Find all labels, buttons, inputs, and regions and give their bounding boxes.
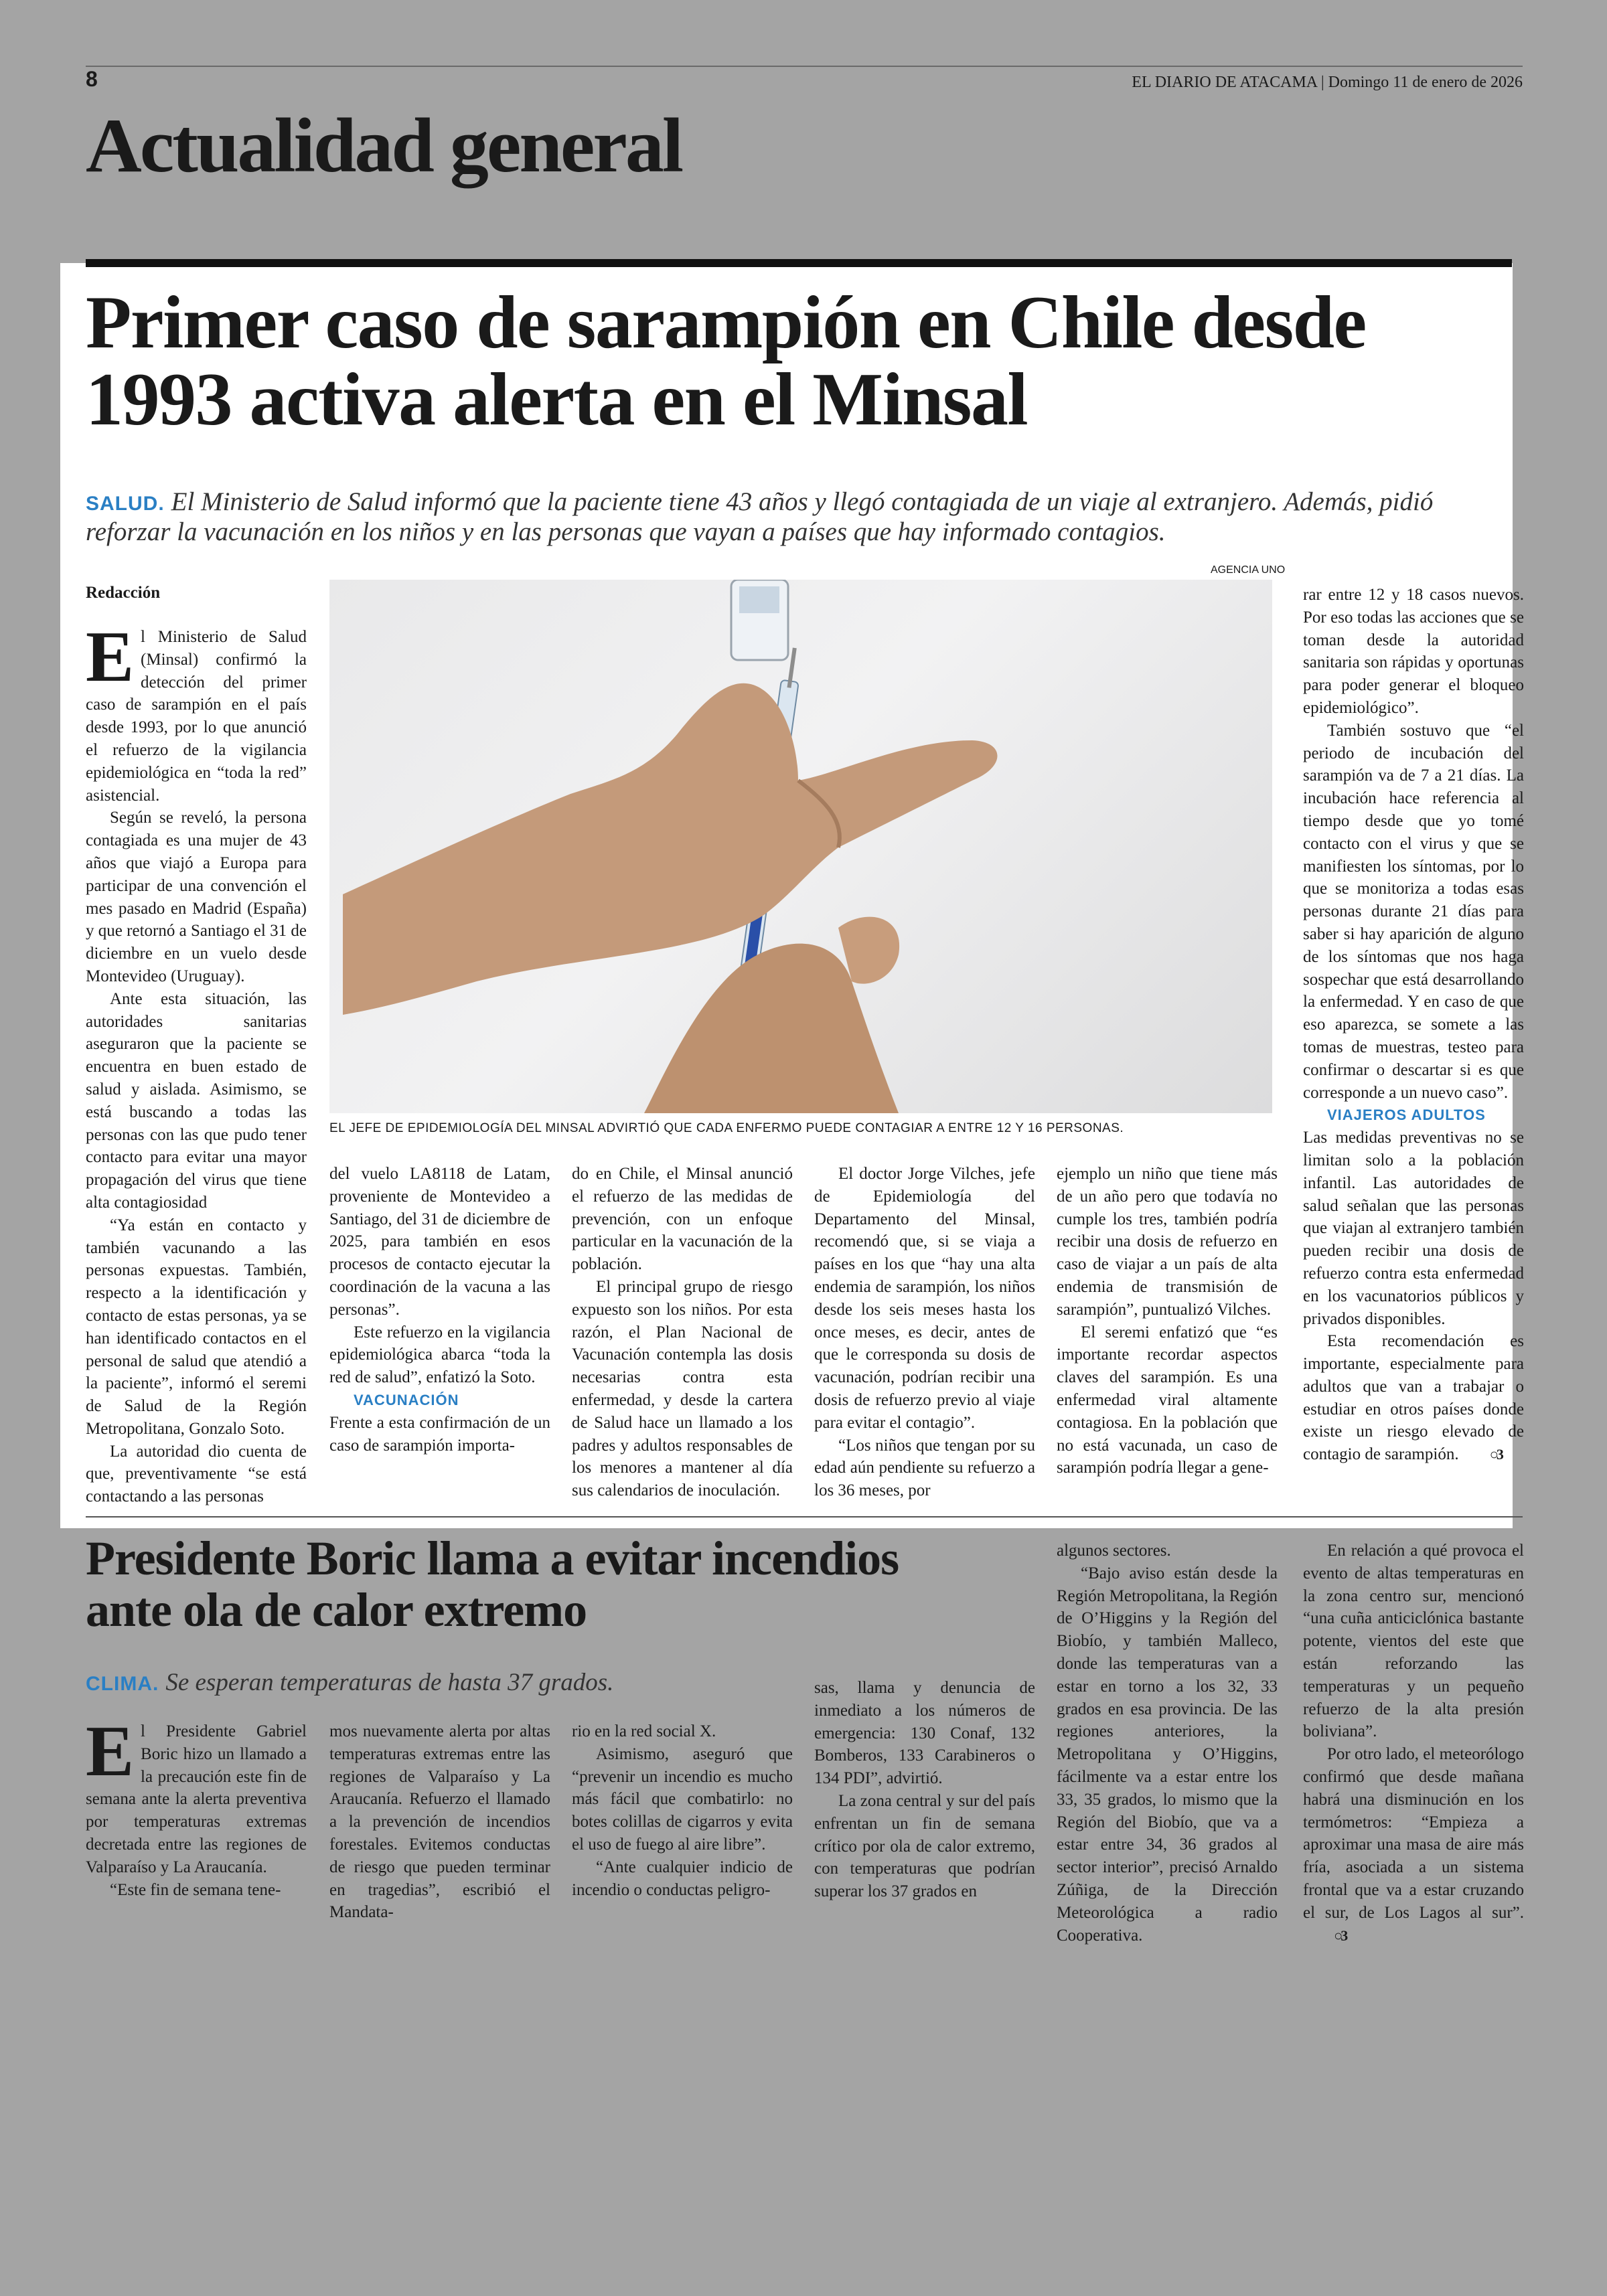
paragraph: También sostuvo que “el periodo de incubación del sarampión va de 7 a 21 días. La incubación hace referencia al tiempo desde que yo tomé contacto con el virus y que se manifiesten los síntomas, por lo que se monitoriza a todas esas personas durante 21 días para saber si hay aparición de alguno de los síntomas que nos haga sospechar que está desarrollando la enfermedad. Y en caso de que eso aparezca, se somete a las tomas de muestras, testeo para confirmar o descartar si es que corresponde a un nuevo caso”.: [1303, 721, 1524, 1102]
news-photo: [329, 580, 1272, 1113]
deck-2-text: Se esperan temperaturas de hasta 37 grados.: [165, 1669, 614, 1696]
headline-rule: [86, 259, 1512, 267]
story1-column-3: [572, 1163, 793, 1502]
story2-column-6: [1303, 1540, 1524, 1947]
syringe-illustration: [329, 580, 1272, 1113]
story-divider: [86, 1516, 1523, 1518]
story1-column-5: [1057, 1163, 1278, 1479]
paragraph: “Los niños que tengan por su edad aún pendiente su refuerzo a los 36 meses, por: [814, 1436, 1035, 1500]
photo-credit: AGENCIA UNO: [1211, 564, 1286, 576]
deck: [86, 487, 1519, 547]
photo-caption: EL JEFE DE EPIDEMIOLOGÍA DEL MINSAL ADVIRTIÓ QUE CADA ENFERMO PUEDE CONTAGIAR A ENTRE 12 Y 16 PERSONAS.: [329, 1121, 1124, 1135]
paragraph: Ante esta situación, las autoridades sanitarias aseguraron que la paciente se encuentra en buen estado de salud y aislada. Asimismo, se está buscando a todas las personas con las que pudo tener contacto para evitar una mayor propagación del virus que tiene alta contagiosidad: [86, 989, 307, 1212]
headline-2: Presidente Boric llama a evitar incendios ante ola de calor extremo: [86, 1532, 899, 1637]
drop-cap: E: [86, 1712, 135, 1791]
subhead: VACUNACIÓN: [354, 1391, 459, 1408]
paragraph: Las medidas preventivas no se limitan solo a la población infantil. Las autoridades de salud señalan que las personas que viajan al extranjero también pueden recibir una dosis de refuerzo contra esta enfermedad en los vacunatorios públicos y privados disponibles.: [1303, 1129, 1524, 1328]
header-rule: [86, 66, 1523, 67]
paragraph: “Ante cualquier indicio de incendio o conductas peligro-: [572, 1858, 793, 1899]
end-mark: ○3: [1334, 1926, 1347, 1944]
paragraph-text: Esta recomendación es importante, especialmente para adultos que van a trabajar o estudiar en otros países donde existe un riesgo elevado de contagio de sarampión.: [1303, 1332, 1524, 1464]
deck-text: El Ministerio de Salud informó que la paciente tiene 43 años y llegó contagiada de un viaje al extranjero. Además, pidió reforzar la vacunación en los niños y en las personas que vayan a países que hay informado contagios.: [86, 487, 1434, 547]
paragraph: mos nuevamente alerta por altas temperaturas extremas entre las regiones de Valparaíso y La Araucanía. Refuerzo el llamado a la prevención de incendios forestales. Evitemos conductas de riesgo que pueden terminar en tragedias”, escribió el Mandata-: [329, 1722, 550, 1922]
story1-column-6: [1303, 584, 1524, 1466]
paragraph: El principal grupo de riesgo expuesto son los niños. Por esta razón, el Plan Nacional de Vacunación contempla las dosis necesarias contra esta enfermedad, y desde la cartera de Salud hace un llamado a los padres y adultos responsables de los menores a mantener al día sus calendarios de inoculación.: [572, 1277, 793, 1500]
paragraph: Asimismo, aseguró que “prevenir un incendio es mucho más fácil que combatirlo: no botes colillas de cigarros y evita el uso de fuego al aire libre”.: [572, 1744, 793, 1854]
paragraph: “Este fin de semana tene-: [110, 1880, 281, 1899]
story1-column-1: [86, 617, 307, 1508]
paragraph: Según se reveló, la persona contagiada es una mujer de 43 años que viajó a Europa para participar de una convención el mes pasado en Madrid (España) y que retornó a Santiago el 31 de diciembre en un vuelo desde Montevideo (Uruguay).: [86, 809, 307, 985]
paragraph: Este refuerzo en la vigilancia epidemiológica abarca “toda la red de salud”, enfatizó la Soto.: [329, 1323, 550, 1387]
story2-column-5: [1057, 1540, 1278, 1947]
story2-column-1: [86, 1712, 307, 1901]
masthead: EL DIARIO DE ATACAMA | Domingo 11 de enero de 2026: [1132, 74, 1523, 91]
paragraph: rio en la red social X.: [572, 1722, 716, 1740]
paragraph: rar entre 12 y 18 casos nuevos. Por eso todas las acciones que se toman desde la autoridad sanitaria son rápidas y oportunas para poder generar el bloqueo epidemiológico”.: [1303, 586, 1524, 717]
paragraph: [1303, 1743, 1524, 1947]
paragraph: “Bajo aviso están desde la Región Metropolitana, la Región de O’Higgins y la Región del Biobío, y también Malleco, donde las temperaturas van a estar en torno a los 32, 33 grados en esa provincia. De las regiones anteriores, la Metropolitana y O’Higgins, fácilmente va a estar entre los 33, 35 grados, lo mismo que la Región del Biobío, que va a estar entre 34, 36 grados al sector interior”, precisó Arnaldo Zúñiga, de la Dirección Meteorológica a radio Cooperativa.: [1057, 1564, 1278, 1945]
page-number: 8: [86, 67, 98, 91]
paragraph: El seremi enfatizó que “es importante recordar aspectos claves del sarampión. Es una enfermedad viral altamente contagiosa. En la población que no está vacunada, un caso de sarampión podría llegar a gene-: [1057, 1323, 1278, 1477]
paragraph: do en Chile, el Minsal anunció el refuerzo de las medidas de prevención, con un enfoque particular en la vacunación de la población.: [572, 1165, 793, 1274]
paragraph: La autoridad dio cuenta de que, preventivamente “se está contactando a las personas: [86, 1442, 307, 1506]
drop-cap: E: [86, 617, 135, 697]
paragraph: Frente a esta confirmación de un caso de sarampión importa-: [329, 1413, 550, 1455]
paragraph: sas, llama y denuncia de inmediato a los números de emergencia: 130 Conaf, 132 Bomberos, 133 Carabineros o 134 PDI”, advirtió.: [814, 1679, 1035, 1788]
section-title: Actualidad general: [86, 103, 682, 189]
paragraph: [1303, 1330, 1524, 1466]
paragraph: algunos sectores.: [1057, 1542, 1171, 1560]
paragraph: ejemplo un niño que tiene más de un año pero que todavía no cumple los tres, también podría recibir una dosis de refuerzo en caso de viajar a un país de alta endemia de transmisión de sarampión”, puntualizó Vilches.: [1057, 1165, 1278, 1319]
byline: Redacción: [86, 584, 161, 602]
subhead: VIAJEROS ADULTOS: [1327, 1106, 1486, 1124]
paragraph: En relación a qué provoca el evento de altas temperaturas en la zona centro sur, mencionó “una cuña anticiclónica bastante potente, vientos del este que están reforzando las temperaturas y un pequeño refuerzo de la alta presión boliviana”.: [1303, 1542, 1524, 1741]
paragraph: “Ya están en contacto y también vacunando a las personas expuestas. También, respecto a la identificación y contacto de estas personas, ya se han identificado contactos en el personal de salud que atendió a la paciente”, informó el seremi de Salud de la Región Metropolitana, Gonzalo Soto.: [86, 1216, 307, 1438]
headline: Primer caso de sarampión en Chile desde 1993 activa alerta en el Minsal: [86, 281, 1366, 442]
paragraph: La zona central y sur del país enfrentan un fin de semana crítico por ola de calor extremo, con temperaturas que podrían superar los 37 grados en: [814, 1791, 1035, 1901]
story2-column-4: [814, 1677, 1035, 1903]
story1-column-2: [329, 1163, 550, 1457]
story2-column-2: [329, 1720, 550, 1924]
kicker-2: CLIMA.: [86, 1673, 159, 1695]
paragraph: del vuelo LA8118 de Latam, proveniente de Montevideo a Santiago, del 31 de diciembre de 2025, para también en esos procesos de contacto ejecutar la coordinación de la vacuna a las personas”.: [329, 1165, 550, 1319]
end-mark: ○3: [1489, 1446, 1502, 1463]
kicker: SALUD.: [86, 493, 165, 515]
paragraph-text: Por otro lado, el meteorólogo confirmó que desde mañana habrá una disminución en los termómetros: “Empieza a aproximar una masa de aire más fría, asociada a un sistema frontal que va a estar cruzando el sur, de Los Lagos al sur”.: [1303, 1745, 1524, 1922]
story2-column-3: [572, 1720, 793, 1901]
paragraph: l Presidente Gabriel Boric hizo un llamado a la precaución este fin de semana ante la alerta preventiva por temperaturas extremas decretada entre las regiones de Valparaíso y La Araucanía.: [86, 1722, 307, 1876]
paragraph: l Ministerio de Salud (Minsal) confirmó la detección del primer caso de sarampión en el país desde 1993, por lo que anunció el refuerzo de la vigilancia epidemiológica en “toda la red” asistencial.: [86, 628, 307, 805]
story1-column-4: [814, 1163, 1035, 1502]
paragraph: El doctor Jorge Vilches, jefe de Epidemiología del Departamento del Minsal, recomendó que, si se viaja a países en los que “hay una alta endemia de sarampión, los niños desde los seis meses hasta los once meses, es decir, antes de que le corresponda su dosis de vacunación, podrían recibir una dosis de refuerzo previo al viaje para evitar el contagio”.: [814, 1165, 1035, 1432]
